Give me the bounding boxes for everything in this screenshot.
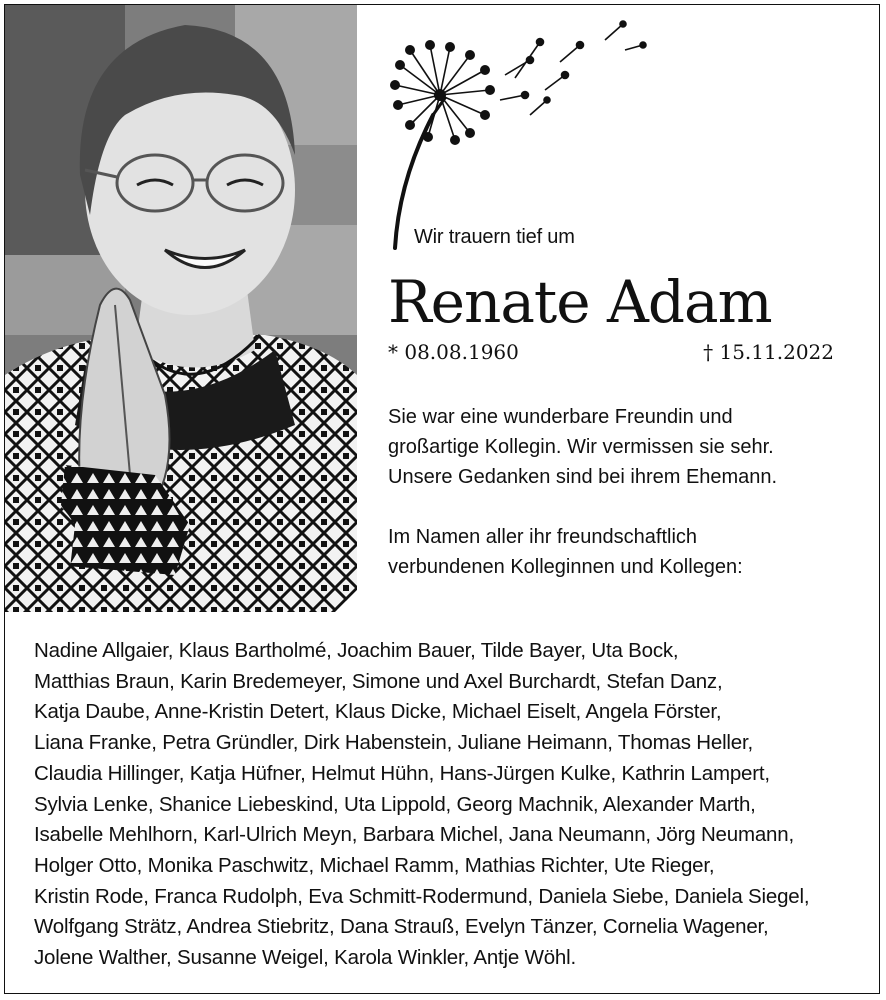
signatory-line: Isabelle Mehlhorn, Karl-Ulrich Meyn, Barbara Michel, Jana Neumann, Jörg Neumann, (34, 823, 794, 847)
signatory-line: Jolene Walther, Susanne Weigel, Karola Winkler, Antje Wöhl. (34, 946, 576, 970)
signatory-line: Katja Daube, Anne-Kristin Detert, Klaus Dicke, Michael Eiselt, Angela Förster, (34, 700, 722, 724)
signatory-line: Sylvia Lenke, Shanice Liebeskind, Uta Lippold, Georg Machnik, Alexander Marth, (34, 792, 756, 816)
deceased-name: Renate Adam (388, 268, 772, 336)
portrait-photo (5, 5, 357, 612)
death-date: † 15.11.2022 (703, 340, 834, 364)
message-line: Im Namen aller ihr freundschaftlich (388, 526, 698, 548)
condolence-message (388, 402, 858, 582)
dandelion-icon (385, 20, 650, 250)
message-line: großartige Kollegin. Wir vermissen sie sehr. (388, 436, 774, 458)
signatory-list (34, 636, 864, 974)
lead-text: Wir trauern tief um (414, 226, 575, 248)
signatory-line: Liana Franke, Petra Gründler, Dirk Habenstein, Juliane Heimann, Thomas Heller, (34, 731, 753, 755)
message-line: Sie war eine wunderbare Freundin und (388, 406, 733, 428)
signatory-line: Wolfgang Strätz, Andrea Stiebritz, Dana Strauß, Evelyn Tänzer, Cornelia Wagener, (34, 915, 769, 939)
message-line: Unsere Gedanken sind bei ihrem Ehemann. (388, 466, 778, 488)
signatory-line: Holger Otto, Monika Paschwitz, Michael Ramm, Mathias Richter, Ute Rieger, (34, 853, 715, 877)
signatory-line: Matthias Braun, Karin Bredemeyer, Simone und Axel Burchardt, Stefan Danz, (34, 669, 723, 693)
signatory-line: Claudia Hillinger, Katja Hüfner, Helmut Hühn, Hans-Jürgen Kulke, Kathrin Lampert, (34, 761, 770, 785)
birth-date: * 08.08.1960 (388, 340, 519, 364)
signatory-line: Kristin Rode, Franca Rudolph, Eva Schmitt-Rodermund, Daniela Siebe, Daniela Siegel, (34, 884, 810, 908)
signatory-line: Nadine Allgaier, Klaus Bartholmé, Joachim Bauer, Tilde Bayer, Uta Bock, (34, 639, 679, 662)
message-line: verbundenen Kolleginnen und Kollegen: (388, 556, 743, 578)
